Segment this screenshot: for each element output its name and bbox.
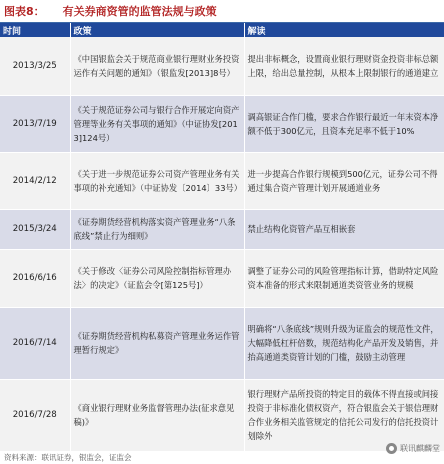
- header-time: 时间: [0, 23, 70, 37]
- figure-number: 图表8：: [4, 5, 45, 18]
- row-time: 2013/7/19: [0, 95, 70, 152]
- row-policy: 《证券期货经营机构落实资产管理业务“八条底线”禁止行为细则》: [70, 209, 244, 249]
- row-time: 2014/2/12: [0, 152, 70, 209]
- header-interpretation: 解读: [244, 23, 444, 37]
- row-interpretation: 银行理财产品所投资的特定目的载体不得直接或间接投资于非标准化债权资产，符合银监会关于银信理财合作业务相关监管规定的信托公司发行的信托投资计划除外: [244, 379, 444, 451]
- table-row: [0, 152, 444, 209]
- watermark: [386, 443, 440, 454]
- row-interpretation: 进一步提高合作银行规模到500亿元，证券公司不得通过集合资产管理计划开展通道业务: [244, 152, 444, 209]
- table-row: [0, 37, 444, 95]
- row-interpretation: 调整了证券公司的风险管理指标计算，借助特定风险资本准备的形式来限制通道类资管业务的规模: [244, 249, 444, 307]
- row-policy: 《关于规范证券公司与银行合作开展定向资产管理等业务有关事项的通知》（中证协发[2013]124号）: [70, 95, 244, 152]
- table-row: [0, 95, 444, 152]
- wechat-icon: [386, 443, 397, 454]
- table-row: [0, 209, 444, 249]
- table-row: [0, 307, 444, 379]
- row-interpretation: 禁止结构化资管产品互相嵌套: [244, 209, 444, 249]
- header-policy: 政策: [70, 23, 244, 37]
- table-header-row: [0, 23, 444, 37]
- row-time: 2016/6/16: [0, 249, 70, 307]
- row-interpretation: 明确将“八条底线”规则升级为证监会的规范性文件，大幅降低杠杆倍数，规范结构化产品开发及销售，并抬高通道类资管计划的门槛，鼓励主动管理: [244, 307, 444, 379]
- figure-title-bar: [0, 0, 444, 23]
- source-note: 资料来源：联讯证券，银监会，证监会: [4, 453, 132, 462]
- row-policy: 《中国银监会关于规范商业银行理财业务投资运作有关问题的通知》（银监发[2013]8号）: [70, 37, 244, 95]
- table-row: [0, 379, 444, 451]
- row-time: 2015/3/24: [0, 209, 70, 249]
- row-time: 2013/3/25: [0, 37, 70, 95]
- row-policy: 《关于修改〈证券公司风险控制指标管理办法〉的决定》（证监会令[第125号]）: [70, 249, 244, 307]
- row-policy: 《关于进一步规范证券公司资产管理业务有关事项的补充通知》（中证协发〔2014〕33号）: [70, 152, 244, 209]
- row-policy: 《证券期货经营机构私募资产管理业务运作管理暂行规定》: [70, 307, 244, 379]
- row-time: 2016/7/28: [0, 379, 70, 451]
- row-interpretation: 调高银证合作门槛，要求合作银行最近一年末资本净额不低于300亿元，且资本充足率不低于10%: [244, 95, 444, 152]
- row-time: 2016/7/14: [0, 307, 70, 379]
- watermark-text: 联讯麒麟堂: [400, 444, 440, 453]
- figure-title: 有关券商资管的监管法规与政策: [62, 5, 217, 18]
- table-row: [0, 249, 444, 307]
- row-interpretation: 提出非标概念，设置商业银行理财资金投资非标总额上限，给出总量控制，从根本上限制银行的通道建立: [244, 37, 444, 95]
- row-policy: 《商业银行理财业务监督管理办法(征求意见稿)》: [70, 379, 244, 451]
- regulation-table: [0, 23, 444, 452]
